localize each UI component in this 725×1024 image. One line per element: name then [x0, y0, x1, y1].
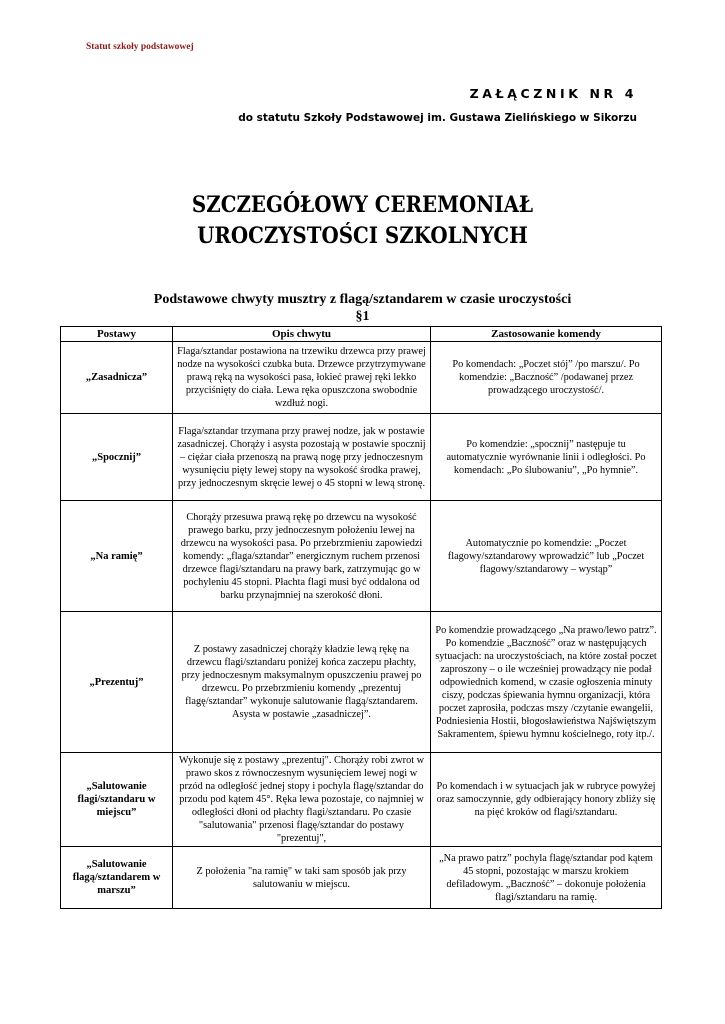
command-cell: Po komendzie prowadzącego „Na prawo/lewo patrz”. Po komendzie „Baczność” oraz w następujących sytuacjach: na uroczystościach, na które został poczet zaproszony – o ile wcześniej prowadzący nie podał odpowiednich komend, w czasie ogłoszenia minuty ciszy, podczas śpiewania hymnu organizacji, która poczet zaprosiła, podczas mszy /czytanie ewangelii, Podniesienia Hostii, błogosławieństwa Najświętszym Sakramentem, śpiewu hymnu kościelnego, roty itp./. — [431, 612, 662, 753]
table-row — [61, 501, 662, 612]
running-header: Statut szkoły podstawowej — [86, 42, 194, 52]
section-heading — [0, 291, 725, 325]
description-cell: Flaga/sztandar trzymana przy prawej nodze, jak w postawie zasadniczej. Chorąży i asysta pozostają w postawie spocznij – ciężar ciała przenoszą na prawą nogę przy jednoczesnym wysunięciu pięty lewej stopy na wysokość środka prawej, przy jednoczesnym skręcie lewej o 45 stopni w lewą stronę. — [173, 414, 431, 501]
section-paragraph-number: §1 — [355, 309, 370, 324]
table-row — [61, 612, 662, 753]
command-cell: Automatycznie po komendzie: „Poczet flagowy/sztandarowy wprowadzić” lub „Poczet flagowy/sztandarowy – wystąp” — [431, 501, 662, 612]
command-cell: Po komendach i w sytuacjach jak w rubryce powyżej oraz samoczynnie, gdy odbierający honory zbliży się na pięć kroków od flagi/sztandaru. — [431, 753, 662, 847]
command-cell: Po komendach: „Poczet stój” /po marszu/. Po komendzie: „Baczność” /podawanej przez prowadzącego uroczystość/. — [431, 342, 662, 414]
document-title-line-2: UROCZYSTOŚCI SZKOLNYCH — [197, 223, 528, 249]
document-title-line-1: SZCZEGÓŁOWY CEREMONIAŁ — [191, 192, 534, 218]
command-cell: „Na prawo patrz” pochyla flagę/sztandar pod kątem 45 stopni, pozostając w marszu krokiem defiladowym. „Baczność” – dokonuje położenia flagi/sztandaru na ramię. — [431, 847, 662, 909]
document-title — [36, 190, 689, 252]
posture-cell: „Na ramię” — [61, 501, 173, 612]
table-row — [61, 414, 662, 501]
table-row — [61, 753, 662, 847]
table-row — [61, 847, 662, 909]
section-heading-text: Podstawowe chwyty musztry z flagą/sztandarem w czasie uroczystości — [153, 292, 572, 307]
posture-cell: „Prezentuj” — [61, 612, 173, 753]
column-header-command: Zastosowanie komendy — [431, 327, 662, 342]
description-cell: Wykonuje się z postawy „prezentuj". Chorąży robi zwrot w prawo skos z równoczesnym wysunięciem lewej nogi w przód na odległość jednej stopy i pochyla flagę/sztandar do przodu pod kątem 45°. Ręka lewa pozostaje, co najmniej w odległości dłoni od płachty flagi/sztandaru. Po czasie "salutowania" przenosi flagę/sztandar do postawy "prezentuj", — [173, 753, 431, 847]
ceremonial-table — [60, 326, 662, 909]
posture-cell: „Spocznij” — [61, 414, 173, 501]
description-cell: Flaga/sztandar postawiona na trzewiku drzewca przy prawej nodze na wysokości czubka buta. Drzewce przytrzymywane prawą ręką na wysokości pasa, łokieć prawej ręki lekko przyciśnięty do ciała. Lewa ręka opuszczona swobodnie wzdłuż nogi. — [173, 342, 431, 414]
table-row — [61, 342, 662, 414]
annex-subtitle: do statutu Szkoły Podstawowej im. Gustawa Zielińskiego w Sikorzu — [238, 112, 637, 124]
description-cell: Z postawy zasadniczej chorąży kładzie lewą rękę na drzewcu flagi/sztandaru poniżej końca zaczepu płachty, przy jednoczesnym maksymalnym opuszczeniu prawej po drzewcu. Po przebrzmieniu komendy „prezentuj flagę/sztandar” wykonuje salutowanie flagą/sztandarem. Asysta w postawie „zasadniczej”. — [173, 612, 431, 753]
column-header-description: Opis chwytu — [173, 327, 431, 342]
posture-cell: „Salutowanie flagą/sztandarem w marszu” — [61, 847, 173, 909]
description-cell: Z położenia "na ramię" w taki sam sposób jak przy salutowaniu w miejscu. — [173, 847, 431, 909]
column-header-postures: Postawy — [61, 327, 173, 342]
annex-label: ZAŁĄCZNIK NR 4 — [469, 86, 637, 101]
description-cell: Chorąży przesuwa prawą rękę po drzewcu na wysokość prawego barku, przy jednoczesnym położeniu lewej na drzewcu na wysokości pasa. Po przebrzmieniu zapowiedzi komendy: „flaga/sztandar” energicznym ruchem przenosi drzewce flagi/sztandaru na prawy bark, zatrzymując go w pochyleniu 45 stopni. Płachta flagi musi być oddalona od barku przynajmniej na szerokość dłoni. — [173, 501, 431, 612]
table-header-row — [61, 327, 662, 342]
command-cell: Po komendzie: „spocznij” następuje tu automatycznie wyrównanie linii i odległości. Po komendach: „Po ślubowaniu”, „Po hymnie”. — [431, 414, 662, 501]
posture-cell: „Salutowanie flagi/sztandaru w miejscu” — [61, 753, 173, 847]
posture-cell: „Zasadnicza” — [61, 342, 173, 414]
